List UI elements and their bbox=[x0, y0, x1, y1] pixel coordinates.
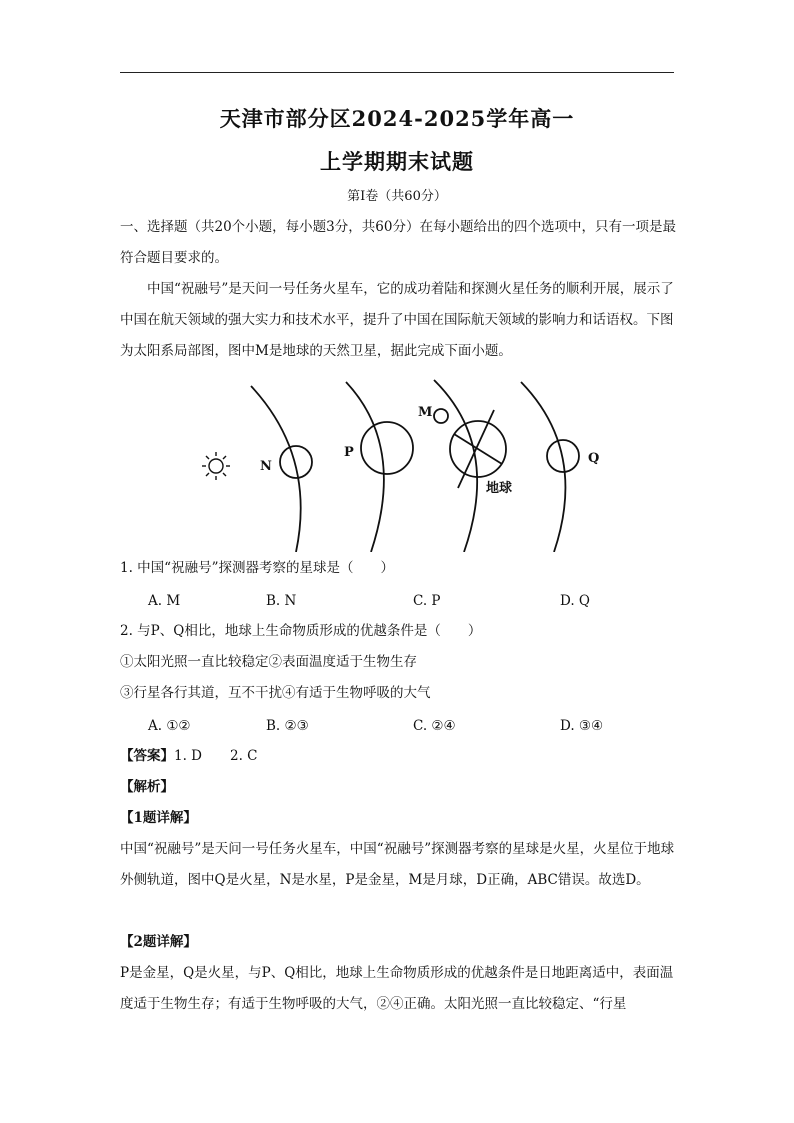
option-b[interactable]: B. ②③ bbox=[266, 718, 309, 734]
question-2-choices-line1: ①太阳光照一直比较稳定②表面温度适于生物生存 bbox=[120, 654, 417, 670]
option-b[interactable]: B. N bbox=[266, 593, 297, 609]
top-rule bbox=[120, 72, 674, 73]
question-2-options bbox=[148, 718, 668, 740]
label-p: P bbox=[344, 445, 354, 460]
question-1-stem: 1. 中国“祝融号”探测器考察的星球是（ ） bbox=[120, 560, 394, 576]
exam-title-line1: 天津市部分区2024-2025学年高一 bbox=[219, 106, 575, 131]
exam-title-line2: 上学期期末试题 bbox=[320, 149, 474, 174]
option-a[interactable]: A. ①② bbox=[148, 718, 191, 734]
paper-section-label: 第Ⅰ卷（共60分） bbox=[347, 189, 447, 204]
solar-system-diagram bbox=[196, 376, 616, 552]
q2-detail-text: P是金星，Q是火星，与P、Q相比，地球上生命物质形成的优越条件是日地距离适中，表面温度适于生物生存；有适于生物呼吸的大气，②④正确。太阳光照一直比较稳定、“行星 bbox=[120, 965, 674, 1012]
option-d[interactable]: D. ③④ bbox=[560, 718, 604, 734]
orbit-p bbox=[346, 382, 384, 552]
label-earth: 地球 bbox=[486, 481, 513, 496]
sun-icon bbox=[202, 452, 230, 480]
label-m: M bbox=[418, 405, 433, 420]
q1-detail-heading: 【1题详解】 bbox=[120, 810, 197, 826]
q1-detail-text: 中国“祝融号”是天问一号任务火星车，中国“祝融号”探测器考察的星球是火星，火星位于地球外侧轨道，图中Q是火星，N是水星，P是金星，M是月球，D正确，ABC错误。故选D。 bbox=[120, 841, 675, 888]
analysis-heading: 【解析】 bbox=[120, 779, 174, 795]
answer-2: 2. C bbox=[230, 748, 258, 764]
question-2-choices-line2: ③行星各行其道，互不干扰④有适于生物呼吸的大气 bbox=[120, 685, 431, 701]
option-c[interactable]: C. ②④ bbox=[413, 718, 456, 734]
label-n: N bbox=[260, 459, 272, 474]
answer-label: 【答案】 bbox=[120, 748, 174, 764]
question-1-options bbox=[148, 593, 668, 615]
planet-p bbox=[361, 422, 413, 474]
answer-1: 1. D bbox=[174, 748, 202, 764]
label-q: Q bbox=[588, 451, 600, 466]
option-c[interactable]: C. P bbox=[413, 593, 441, 609]
orbit-n bbox=[251, 386, 301, 552]
orbit-q bbox=[521, 382, 565, 552]
planet-n bbox=[280, 446, 312, 478]
moon-m bbox=[434, 409, 448, 423]
section-instructions: 一、选择题（共20个小题，每小题3分，共60分）在每小题给出的四个选项中，只有一项是最符合题目要求的。 bbox=[120, 219, 676, 266]
option-d[interactable]: D. Q bbox=[560, 593, 590, 609]
option-a[interactable]: A. M bbox=[148, 593, 181, 609]
answer-line bbox=[120, 741, 680, 772]
question-2-stem: 2. 与P、Q相比，地球上生命物质形成的优越条件是（ ） bbox=[120, 623, 482, 639]
planet-earth bbox=[450, 410, 506, 488]
reading-passage: 中国“祝融号”是天问一号任务火星车，它的成功着陆和探测火星任务的顺利开展，展示了中国在航天领域的强大实力和技术水平，提升了中国在国际航天领域的影响力和话语权。下图为太阳系局部图，图中M是地球的天然卫星，据此完成下面小题。 bbox=[120, 281, 674, 359]
q2-detail-heading: 【2题详解】 bbox=[120, 934, 197, 950]
